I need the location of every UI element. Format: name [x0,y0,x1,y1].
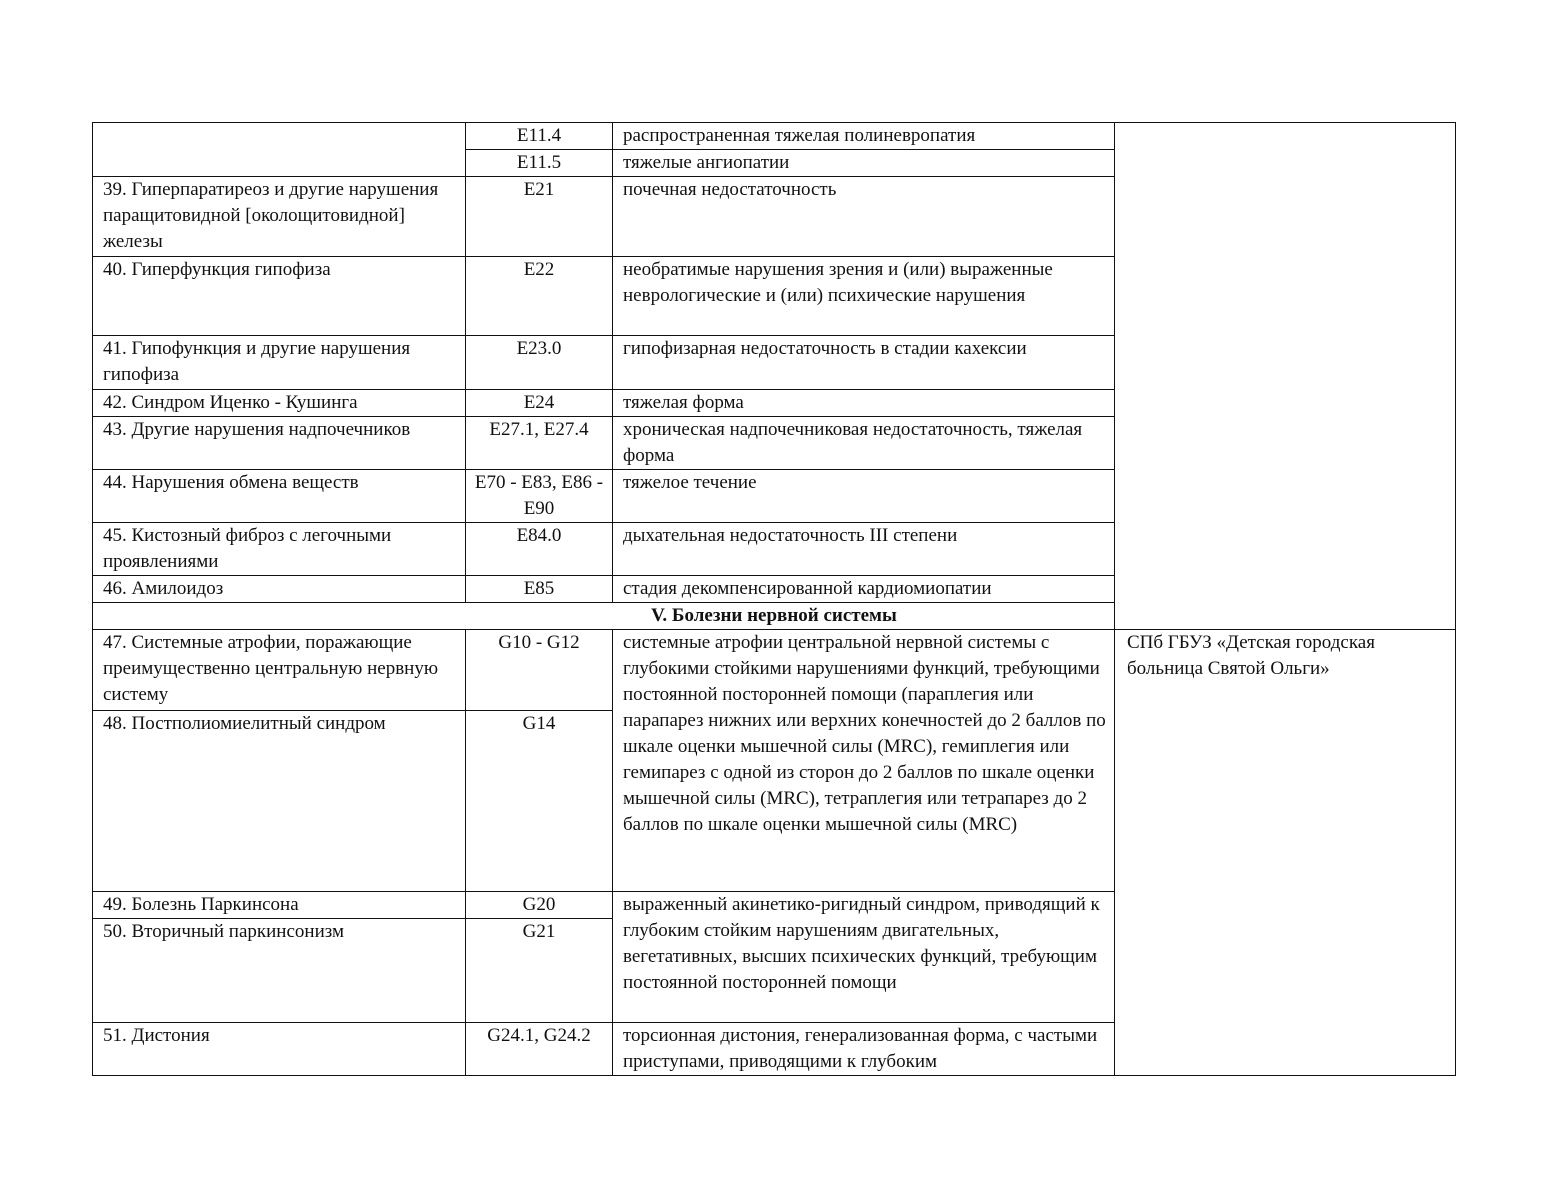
condition-cell: гипофизарная недостаточность в стадии кахексии [613,336,1115,390]
table-row [93,630,1456,711]
disease-name-cell: 51. Дистония [93,1023,466,1076]
disease-name-cell: 40. Гиперфункция гипофиза [93,257,466,336]
icd-code-cell: E84.0 [466,523,613,576]
icd-code-cell: G24.1, G24.2 [466,1023,613,1076]
icd-code-cell: E24 [466,390,613,417]
disease-name-cell: 44. Нарушения обмена веществ [93,470,466,523]
table-row [93,123,1456,150]
disease-name-cell: 45. Кистозный фиброз с легочными проявлениями [93,523,466,576]
disease-name-cell: 46. Амилоидоз [93,576,466,603]
icd-code-cell: E22 [466,257,613,336]
icd-code-cell: E70 - E83, E86 - E90 [466,470,613,523]
condition-cell: почечная недостаточность [613,177,1115,257]
icd-code-cell: E21 [466,177,613,257]
condition-cell: дыхательная недостаточность III степени [613,523,1115,576]
disease-name-cell: 43. Другие нарушения надпочечников [93,417,466,470]
disease-name-cell: 39. Гиперпаратиреоз и другие нарушения паращитовидной [околощитовидной] железы [93,177,466,257]
disease-name-cell: 48. Постполиомиелитный синдром [93,711,466,892]
icd-code-cell: E85 [466,576,613,603]
condition-cell: торсионная дистония, генерализованная форма, с частыми приступами, приводящими к глубоким [613,1023,1115,1076]
disease-name-cell: 42. Синдром Иценко - Кушинга [93,390,466,417]
icd-code-cell: G21 [466,919,613,1023]
condition-cell: необратимые нарушения зрения и (или) выраженные неврологические и (или) психические нарушения [613,257,1115,336]
disease-name-cell [93,123,466,177]
condition-cell: системные атрофии центральной нервной системы с глубокими стойкими нарушениями функций, требующими постоянной посторонней помощи (параплегия или парапарез нижних или верхних конечностей до 2 баллов по шкале оценки мышечной силы (MRC), гемиплегия или гемипарез с одной из сторон до 2 баллов по шкале оценки мышечной силы (MRC), тетраплегия или тетрапарез до 2 баллов по шкале оценки мышечной силы (MRC) [613,630,1115,892]
condition-cell: тяжелые ангиопатии [613,150,1115,177]
icd-code-cell: G14 [466,711,613,892]
disease-name-cell: 41. Гипофункция и другие нарушения гипофиза [93,336,466,390]
icd-code-cell: E27.1, E27.4 [466,417,613,470]
disease-name-cell: 49. Болезнь Паркинсона [93,892,466,919]
icd-code-cell: E23.0 [466,336,613,390]
condition-cell: тяжелая форма [613,390,1115,417]
organization-cell [1115,123,1456,630]
document-page [92,122,1455,1075]
icd-code-cell: E11.5 [466,150,613,177]
section-row [93,603,1456,630]
condition-cell: стадия декомпенсированной кардиомиопатии [613,576,1115,603]
organization-cell: СПб ГБУЗ «Детская городская больница Святой Ольги» [1115,630,1456,1076]
condition-cell: распространенная тяжелая полиневропатия [613,123,1115,150]
icd-code-cell: G20 [466,892,613,919]
disease-name-cell: 50. Вторичный паркинсонизм [93,919,466,1023]
condition-cell: выраженный акинетико-ригидный синдром, приводящий к глубоким стойким нарушениям двигательных, вегетативных, высших психических функций, требующим постоянной посторонней помощи [613,892,1115,1023]
disease-table [92,122,1456,1076]
icd-code-cell: G10 - G12 [466,630,613,711]
section-heading: V. Болезни нервной системы [93,603,1456,630]
condition-cell: хроническая надпочечниковая недостаточность, тяжелая форма [613,417,1115,470]
icd-code-cell: E11.4 [466,123,613,150]
condition-cell: тяжелое течение [613,470,1115,523]
disease-name-cell: 47. Системные атрофии, поражающие преимущественно центральную нервную систему [93,630,466,711]
